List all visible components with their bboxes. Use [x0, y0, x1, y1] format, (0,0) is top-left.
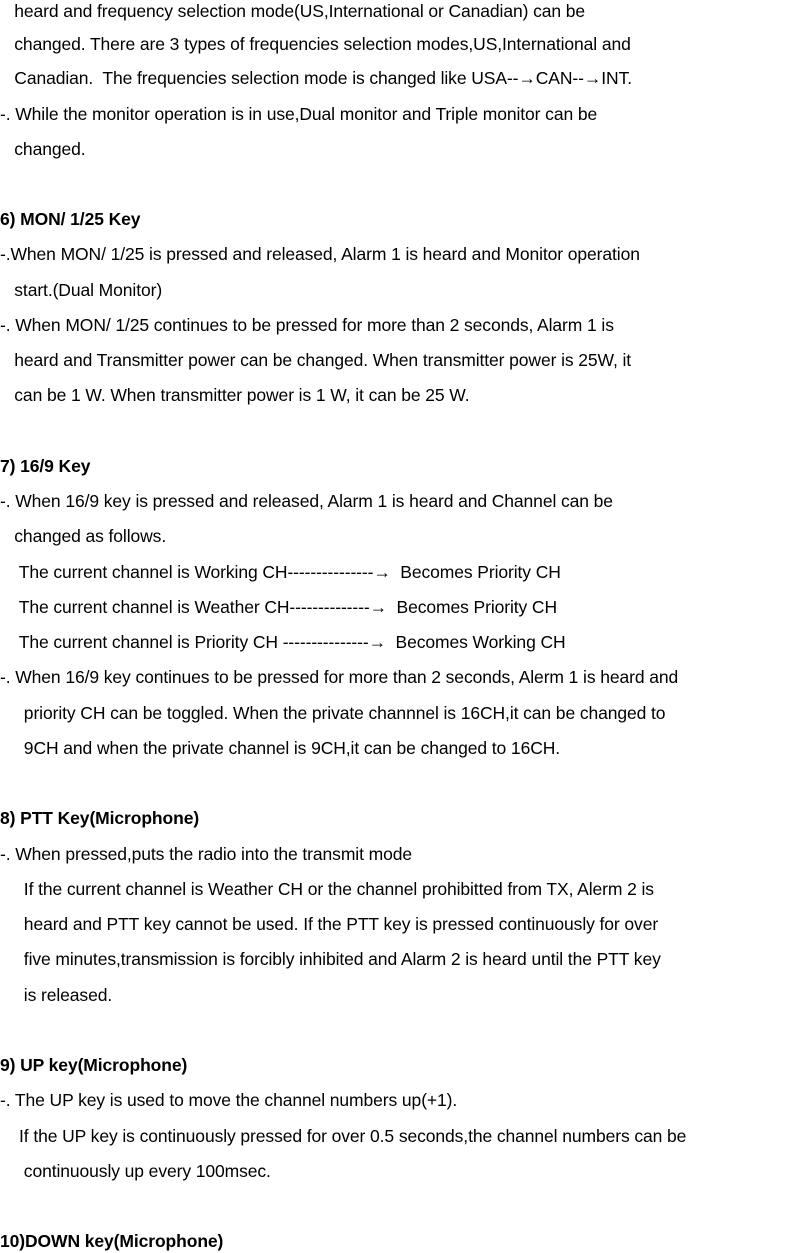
section-heading-16-9-key: 7) 16/9 Key	[0, 456, 91, 476]
text-line: start.(Dual Monitor)	[0, 280, 163, 300]
text-line: changed as follows.	[0, 526, 167, 546]
text-line: continuously up every 100msec.	[0, 1161, 271, 1181]
section-heading-ptt-key: 8) PTT Key(Microphone)	[0, 808, 200, 828]
text-line: -. While the monitor operation is in use,Dual monitor and Triple monitor can be	[0, 104, 598, 124]
section-heading-down-key: 10)DOWN key(Microphone)	[0, 1231, 224, 1251]
section-heading-mon-key: 6) MON/ 1/25 Key	[0, 209, 141, 229]
text-line: -. When 16/9 key continues to be pressed for more than 2 seconds, Alerm 1 is heard and	[0, 667, 679, 687]
text-line: 9CH and when the private channel is 9CH,it can be changed to 16CH.	[0, 738, 561, 758]
text-line: If the UP key is continuously pressed for over 0.5 seconds,the channel numbers can be	[0, 1126, 687, 1146]
text-line: changed.	[0, 139, 86, 159]
text-line: -.When MON/ 1/25 is pressed and released, Alarm 1 is heard and Monitor operation	[0, 244, 640, 264]
text-line: -. When 16/9 key is pressed and released, Alarm 1 is heard and Channel can be	[0, 491, 613, 511]
text-line: heard and Transmitter power can be changed. When transmitter power is 25W, it	[0, 350, 632, 370]
text-line: If the current channel is Weather CH or the channel prohibitted from TX, Alerm 2 is	[0, 879, 654, 899]
text-line: heard and frequency selection mode(US,International or Canadian) can be	[0, 1, 586, 21]
text-line: can be 1 W. When transmitter power is 1 W, it can be 25 W.	[0, 385, 470, 405]
text-line: The current channel is Weather CH--------------→ Becomes Priority CH	[0, 597, 558, 617]
section-heading-up-key: 9) UP key(Microphone)	[0, 1055, 188, 1075]
text-line: -. When pressed,puts the radio into the transmit mode	[0, 844, 412, 864]
text-line: The current channel is Working CH---------------→ Becomes Priority CH	[0, 562, 561, 582]
text-line: heard and PTT key cannot be used. If the PTT key is pressed continuously for over	[0, 914, 659, 934]
text-line: priority CH can be toggled. When the private channnel is 16CH,it can be changed to	[0, 703, 666, 723]
text-line: five minutes,transmission is forcibly inhibited and Alarm 2 is heard until the PTT key	[0, 949, 661, 969]
text-line: changed. There are 3 types of frequencies selection modes,US,International and	[0, 34, 631, 54]
text-line: -. The UP key is used to move the channel numbers up(+1).	[0, 1090, 458, 1110]
text-line: -. When MON/ 1/25 continues to be pressed for more than 2 seconds, Alarm 1 is	[0, 315, 614, 335]
text-line: The current channel is Priority CH ---------------→ Becomes Working CH	[0, 632, 566, 652]
text-line: is released.	[0, 985, 113, 1005]
text-line: Canadian. The frequencies selection mode is changed like USA--→CAN--→INT.	[0, 68, 632, 88]
